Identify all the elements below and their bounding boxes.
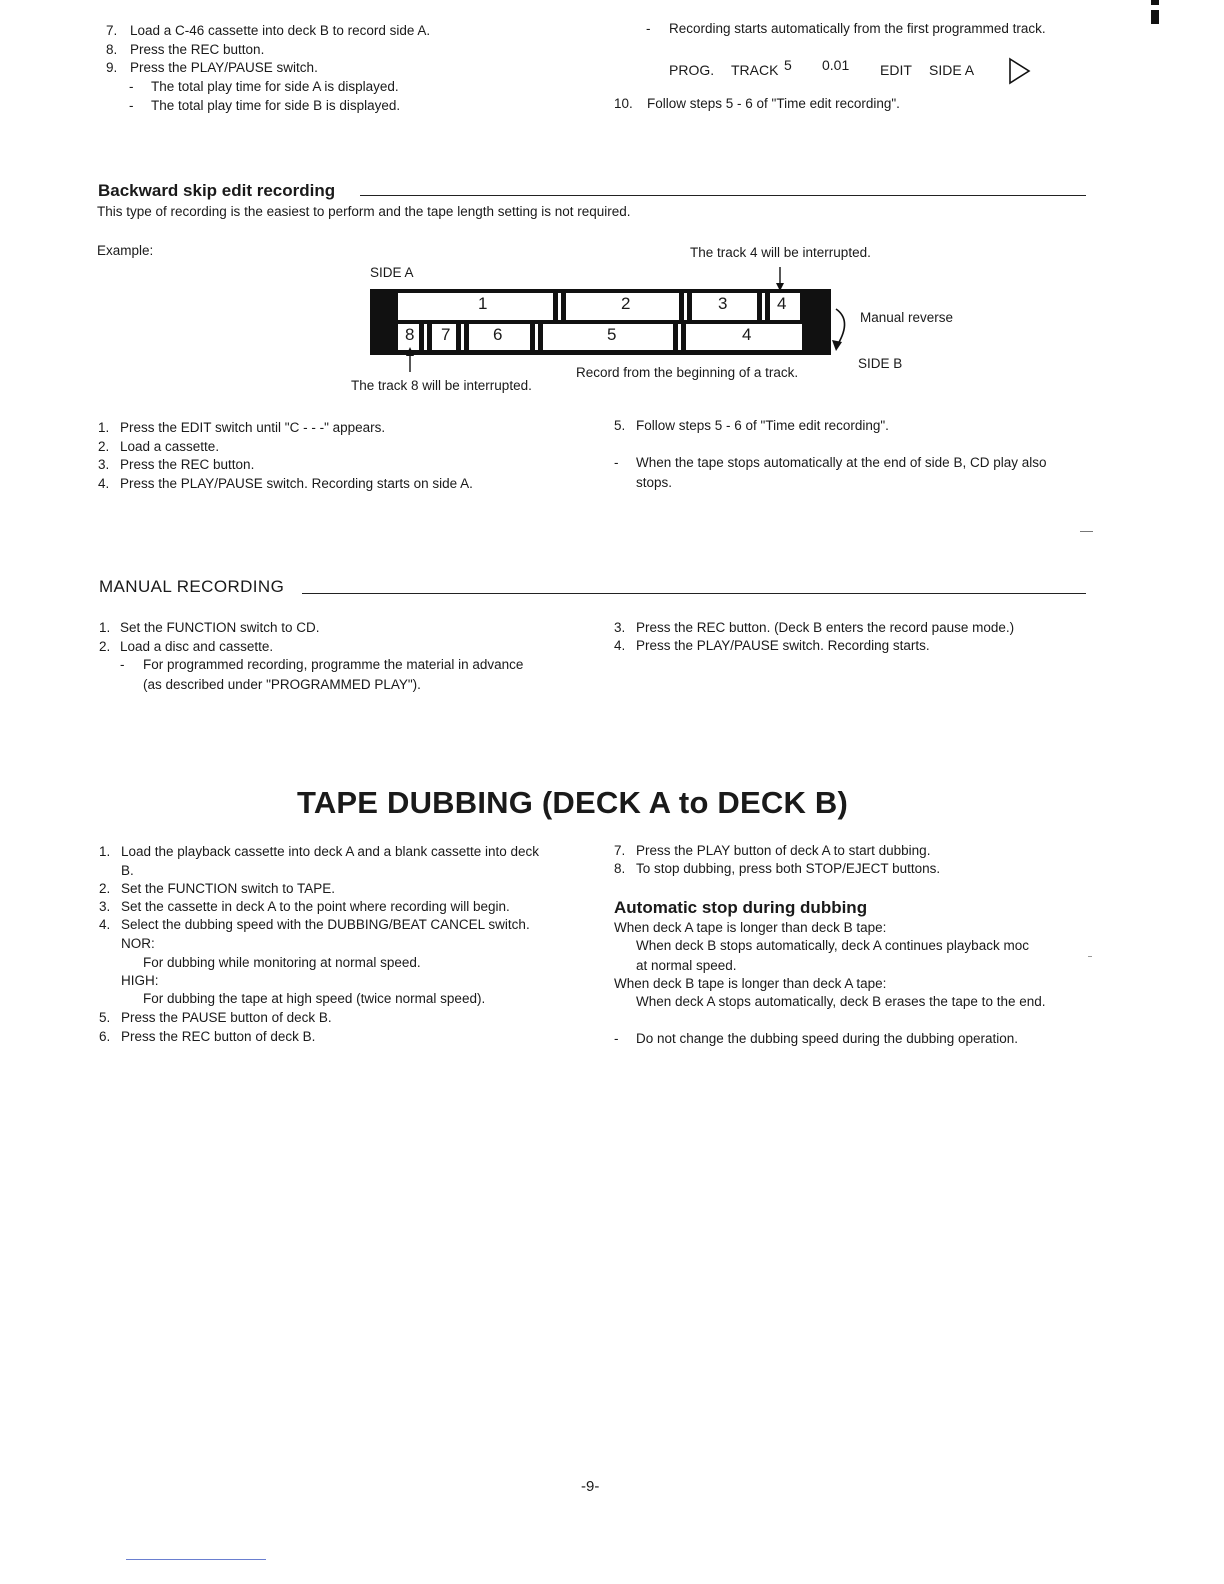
step-item: 1. Press the EDIT switch until "C - - -" appears. xyxy=(98,420,386,435)
track-label-bottom: 4 xyxy=(742,325,752,344)
bullet-item: - The total play time for side B is displayed. xyxy=(129,98,401,113)
display-side: SIDE A xyxy=(929,62,975,78)
speed-option-desc: For dubbing while monitoring at normal speed. xyxy=(143,955,421,970)
manual-reverse-label: Manual reverse xyxy=(860,310,954,325)
play-triangle-icon xyxy=(1008,57,1032,85)
speed-option-label: HIGH: xyxy=(121,973,159,988)
subsection-title-auto-stop: Automatic stop during dubbing xyxy=(614,898,868,917)
track-label-bottom: 5 xyxy=(607,325,617,344)
track-label-top: 3 xyxy=(718,294,728,313)
auto-stop-line: When deck B stops automatically, deck A continues playback moc xyxy=(636,938,1029,953)
track-label-top: 4 xyxy=(777,294,787,313)
step-item-continuation: B. xyxy=(121,863,134,878)
auto-stop-line: at normal speed. xyxy=(636,958,737,973)
step-item: 5. Follow steps 5 - 6 of "Time edit recording". xyxy=(614,418,889,433)
example-label: Example: xyxy=(97,243,154,258)
corner-mark xyxy=(1151,0,1159,5)
bullet-item: - For programmed recording, programme the material in advance xyxy=(120,657,524,672)
display-edit: EDIT xyxy=(880,62,912,78)
step-item: 7. Load a C-46 cassette into deck B to record side A. xyxy=(106,23,431,38)
step-item: 1. Load the playback cassette into deck A and a blank cassette into deck xyxy=(99,844,540,859)
section-rule xyxy=(360,195,1086,196)
track-label-top: 2 xyxy=(621,294,631,313)
track-label-top: 1 xyxy=(478,294,488,313)
step-item: 2. Load a disc and cassette. xyxy=(99,639,274,654)
side-b-label: SIDE B xyxy=(858,356,903,371)
step-item: 7. Press the PLAY button of deck A to start dubbing. xyxy=(614,843,931,858)
record-from-label: Record from the beginning of a track. xyxy=(576,365,799,380)
track-label-bottom: 7 xyxy=(441,325,451,344)
display-time: 0.01 xyxy=(822,57,850,73)
stray-mark xyxy=(1080,531,1093,532)
section-intro: This type of recording is the easiest to perform and the tape length setting is not required. xyxy=(97,204,631,219)
bullet-item: - Do not change the dubbing speed during the dubbing operation. xyxy=(614,1031,1019,1046)
step-item: 3. Press the REC button. (Deck B enters the record pause mode.) xyxy=(614,620,1015,635)
side-a-label: SIDE A xyxy=(370,265,414,280)
step-item: 3. Press the REC button. xyxy=(98,457,255,472)
step-item: 10. Follow steps 5 - 6 of "Time edit recording". xyxy=(614,96,900,111)
display-track-number: 5 xyxy=(784,57,792,73)
bullet-item: - When the tape stops automatically at the end of side B, CD play also xyxy=(614,455,1047,470)
section-rule xyxy=(302,593,1086,594)
step-item: 4. Press the PLAY/PAUSE switch. Recording starts on side A. xyxy=(98,476,473,491)
bullet-item: - The total play time for side A is displayed. xyxy=(129,79,399,94)
corner-mark xyxy=(1151,10,1159,24)
display-track: TRACK xyxy=(731,62,779,78)
display-prog: PROG. xyxy=(669,62,715,78)
auto-stop-line: When deck B tape is longer than deck A tape: xyxy=(614,976,887,991)
step-item: 4. Press the PLAY/PAUSE switch. Recording starts. xyxy=(614,638,930,653)
step-item: 8. To stop dubbing, press both STOP/EJECT buttons. xyxy=(614,861,941,876)
bullet-item-continuation: (as described under "PROGRAMMED PLAY"). xyxy=(143,677,421,692)
bullet-item: - Recording starts automatically from the first programmed track. xyxy=(646,21,1046,36)
step-item: 6. Press the REC button of deck B. xyxy=(99,1029,316,1044)
speed-option-desc: For dubbing the tape at high speed (twice normal speed). xyxy=(143,991,486,1006)
interrupt-bottom-label: The track 8 will be interrupted. xyxy=(351,378,532,393)
auto-stop-line: When deck A tape is longer than deck B tape: xyxy=(614,920,887,935)
step-item: 1. Set the FUNCTION switch to CD. xyxy=(99,620,320,635)
bottom-line xyxy=(126,1559,266,1560)
auto-stop-line: When deck A stops automatically, deck B erases the tape to the end. xyxy=(636,994,1046,1009)
step-item: 8. Press the REC button. xyxy=(106,42,265,57)
section-title-backward-skip: Backward skip edit recording xyxy=(98,181,336,200)
step-item: 5. Press the PAUSE button of deck B. xyxy=(99,1010,332,1025)
step-item: 2. Set the FUNCTION switch to TAPE. xyxy=(99,881,336,896)
stray-mark xyxy=(1088,956,1092,957)
speed-option-label: NOR: xyxy=(121,936,155,951)
step-item: 9. Press the PLAY/PAUSE switch. xyxy=(106,60,318,75)
step-item: 2. Load a cassette. xyxy=(98,439,220,454)
step-item: 4. Select the dubbing speed with the DUBBING/BEAT CANCEL switch. xyxy=(99,917,530,932)
section-title-manual-recording: MANUAL RECORDING xyxy=(99,577,285,596)
step-item: 3. Set the cassette in deck A to the point where recording will begin. xyxy=(99,899,510,914)
page-number: -9- xyxy=(581,1478,600,1495)
track-label-bottom: 8 xyxy=(405,325,415,344)
page-title-tape-dubbing: TAPE DUBBING (DECK A to DECK B) xyxy=(297,785,848,820)
track-label-bottom: 6 xyxy=(493,325,503,344)
bullet-item-continuation: stops. xyxy=(636,475,673,490)
interrupt-top-label: The track 4 will be interrupted. xyxy=(690,245,871,260)
